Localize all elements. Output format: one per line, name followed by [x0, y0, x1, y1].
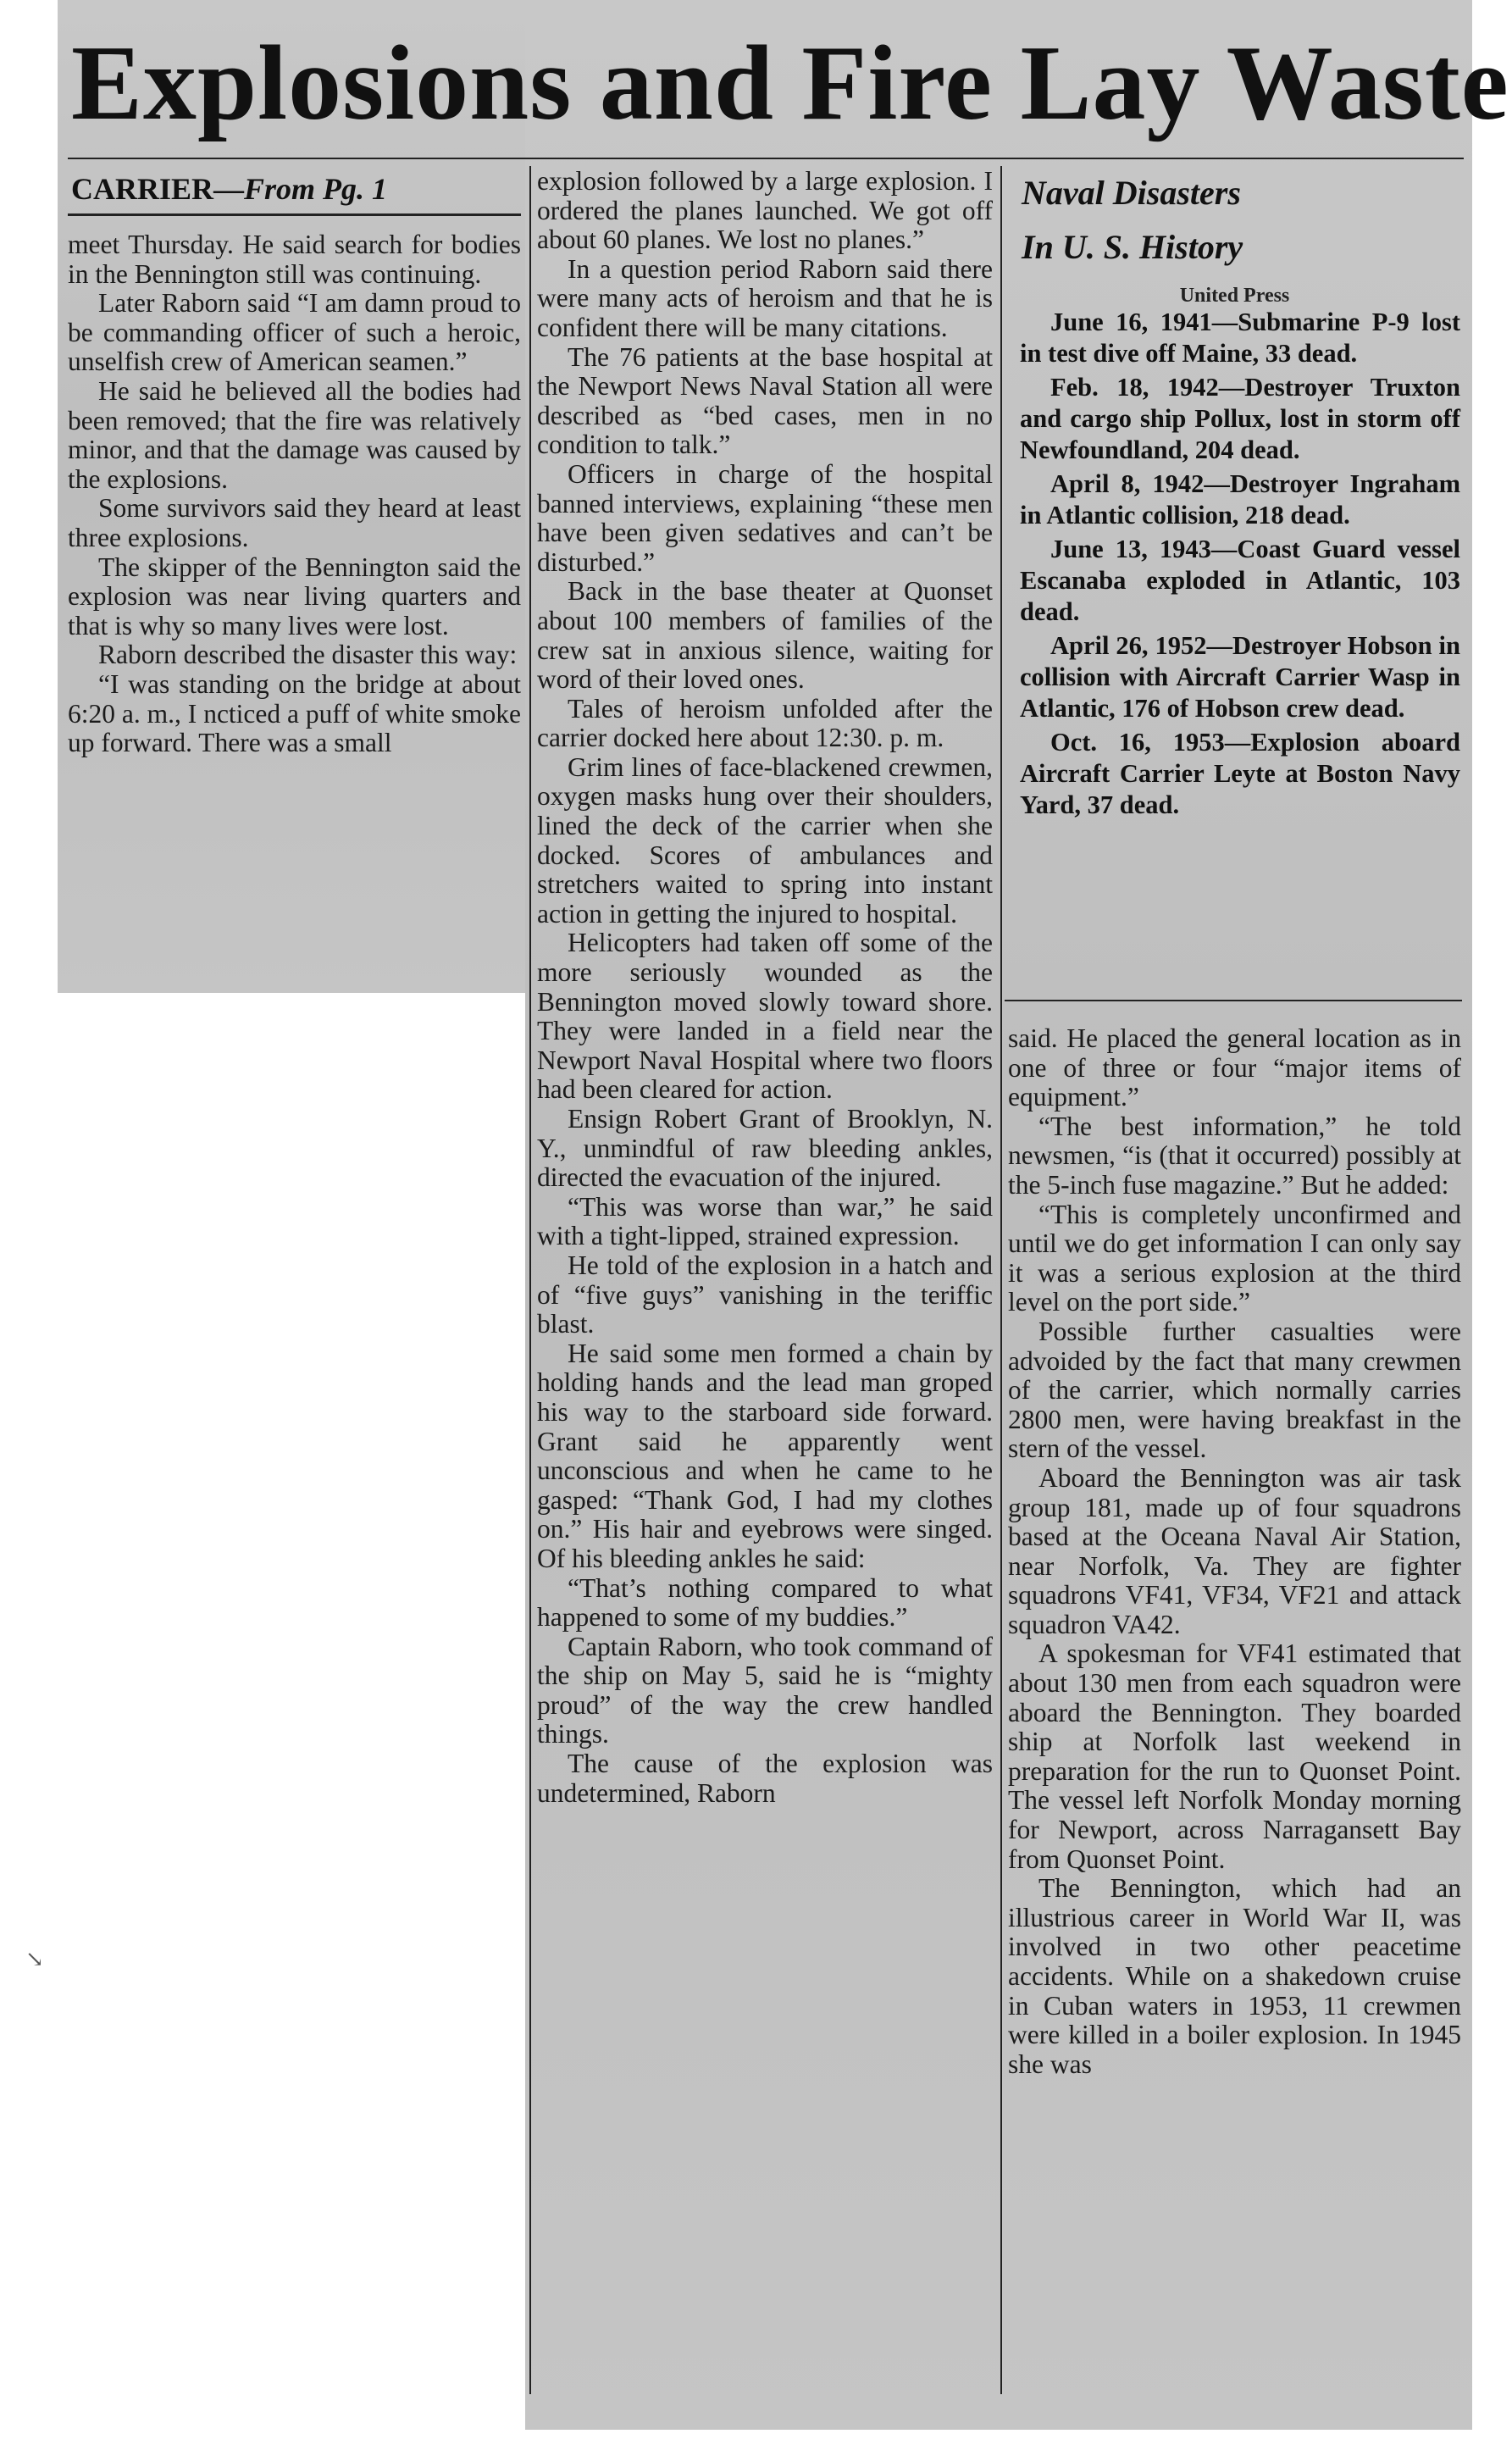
stray-pencil-mark: ↘ — [25, 1947, 44, 1971]
list-item: Feb. 18, 1942—Destroyer Truxton and cargo ship Pollux, lost in storm off Newfoundland, 204 dead. — [1020, 373, 1460, 464]
paragraph: Back in the base theater at Quonset about 100 members of families of the crew sat in anxious silence, waiting for word of their loved ones. — [537, 576, 993, 695]
paragraph: explosion followed by a large explosion. I ordered the planes launched. We got off about 60 planes. We lost no planes.” — [537, 166, 993, 255]
paragraph: “I was standing on the bridge at about 6:20 a. m., I ncticed a puff of white smoke up forward. There was a small — [68, 668, 521, 758]
column-rule-2 — [1000, 166, 1002, 2394]
paragraph: In a question period Raborn said there were many acts of heroism and that he is confident there will be many citations. — [537, 253, 993, 342]
continuation-slug — [71, 169, 520, 208]
paragraph: He told of the explosion in a hatch and of “five guys” vanishing in the teriffic blast. — [537, 1250, 993, 1339]
article-column-2 — [537, 167, 993, 1808]
paragraph: “This is completely unconfirmed and until we do get information I can only say it was a serious explosion at the third level on the port side.” — [1008, 1199, 1461, 1317]
paragraph: The skipper of the Bennington said the explosion was near living quarters and that is why so many lives were lost. — [68, 552, 521, 640]
list-item: June 16, 1941—Submarine P-9 lost in test dive off Maine, 33 dead. — [1020, 308, 1460, 368]
list-item: Oct. 16, 1953—Explosion aboard Aircraft Carrier Leyte at Boston Navy Yard, 37 dead. — [1020, 728, 1460, 819]
paragraph: He said some men formed a chain by holding hands and the lead man groped his way to the starboard side forward. Grant said he apparently went unconscious and when he came to he gasped: “Thank God, I had my clothes on.” His hair and eyebrows were singed. Of his bleeding ankles he said: — [537, 1338, 993, 1573]
paragraph: “That’s nothing compared to what happened to some of my buddies.” — [537, 1572, 993, 1633]
paragraph: Some survivors said they heard at least three explosions. — [68, 493, 521, 552]
sidebar-bottom-rule — [1005, 1000, 1462, 1001]
slug-rule — [68, 213, 521, 216]
paragraph: He said he believed all the bodies had been removed; that the fire was relatively minor, and that the damage was caused by the explosions. — [68, 375, 521, 494]
paragraph: Later Raborn said “I am damn proud to be commanding officer of such a heroic, unselfish crew of American seamen.” — [68, 288, 521, 377]
column-rule-1 — [529, 166, 531, 2394]
paragraph: A spokesman for VF41 estimated that about 130 men from each squadron were aboard the Bennington. They boarded ship at Norfolk last weekend in preparation for the run to Quonset Point. The vessel left Norfolk Monday morning for Newport, across Narragansett Bay from Quonset Point. — [1008, 1638, 1461, 1874]
paragraph: said. He placed the general location as in one of three or four “major items of equipment.” — [1008, 1023, 1461, 1112]
paragraph: Grim lines of face-blackened crewmen, oxygen masks hung over their shoulders, lined the deck of the carrier when she docked. Scores of ambulances and stretchers waited to spring into instant action in getting the injured to hospital. — [537, 751, 993, 929]
sidebar-byline: United Press — [1179, 285, 1290, 307]
paragraph: Tales of heroism unfolded after the carrier docked here about 12:30. p. m. — [537, 693, 993, 753]
sidebar-title-line-2: In U. S. History — [1022, 228, 1243, 266]
paragraph: “The best information,” he told newsmen, “is (that it occurred) possibly at the 5-inch fuse magazine.” But he added: — [1008, 1111, 1461, 1200]
continuation-from: From Pg. 1 — [244, 172, 388, 206]
paragraph: Officers in charge of the hospital banned interviews, explaining “these men have been given sedatives and can’t be disturbed.” — [537, 458, 993, 577]
headline-rule — [68, 158, 1464, 159]
paragraph: Captain Raborn, who took command of the ship on May 5, said he is “mighty proud” of the way the crew handled things. — [537, 1631, 993, 1749]
paragraph: The Bennington, which had an illustrious career in World War II, was involved in two other peacetime accidents. While on a shakedown cruise in Cuban waters in 1953, 11 crewmen were killed in a boiler explosion. In 1945 she was — [1008, 1873, 1461, 2079]
article-column-1 — [68, 230, 521, 758]
paragraph: Aboard the Bennington was air task group 181, made up of four squadrons based at the Oceana Naval Air Station, near Norfolk, Va. They are fighter squadrons VF41, VF34, VF21 and attack squadron VA42. — [1008, 1462, 1461, 1639]
sidebar-disaster-list — [1020, 307, 1460, 823]
headline: Explosions and Fire Lay Waste — [71, 25, 1509, 142]
paragraph: Possible further casualties were advoided by the fact that many crewmen of the carrier, which normally carries 2800 men, were having breakfast in the stern of the vessel. — [1008, 1316, 1461, 1464]
continuation-label: CARRIER— — [71, 172, 245, 206]
paragraph: The cause of the explosion was undetermined, Raborn — [537, 1749, 993, 1808]
paragraph: The 76 patients at the base hospital at the Newport News Naval Station all were described as “bed cases, men in no condition to talk.” — [537, 341, 993, 460]
article-column-3 — [1008, 1024, 1461, 2079]
paragraph: Raborn described the disaster this way: — [98, 640, 518, 670]
paragraph: “This was worse than war,” he said with a tight-lipped, strained expression. — [537, 1191, 993, 1251]
paragraph: Helicopters had taken off some of the more seriously wounded as the Bennington moved slowly toward shore. They were landed in a field near the Newport Naval Hospital where two floors had been cleared for action. — [537, 928, 993, 1105]
paragraph: Ensign Robert Grant of Brooklyn, N. Y., unmindful of raw bleeding ankles, directed the evacuation of the injured. — [537, 1104, 993, 1193]
list-item: April 26, 1952—Destroyer Hobson in collision with Aircraft Carrier Wasp in Atlantic, 176 of Hobson crew dead. — [1020, 631, 1460, 723]
list-item: April 8, 1942—Destroyer Ingraham in Atlantic collision, 218 dead. — [1020, 469, 1460, 529]
paragraph: meet Thursday. He said search for bodies in the Bennington still was continuing. — [68, 230, 521, 289]
sidebar-title-line-1: Naval Disasters — [1022, 174, 1241, 212]
list-item: June 13, 1943—Coast Guard vessel Escanaba exploded in Atlantic, 103 dead. — [1020, 535, 1460, 626]
